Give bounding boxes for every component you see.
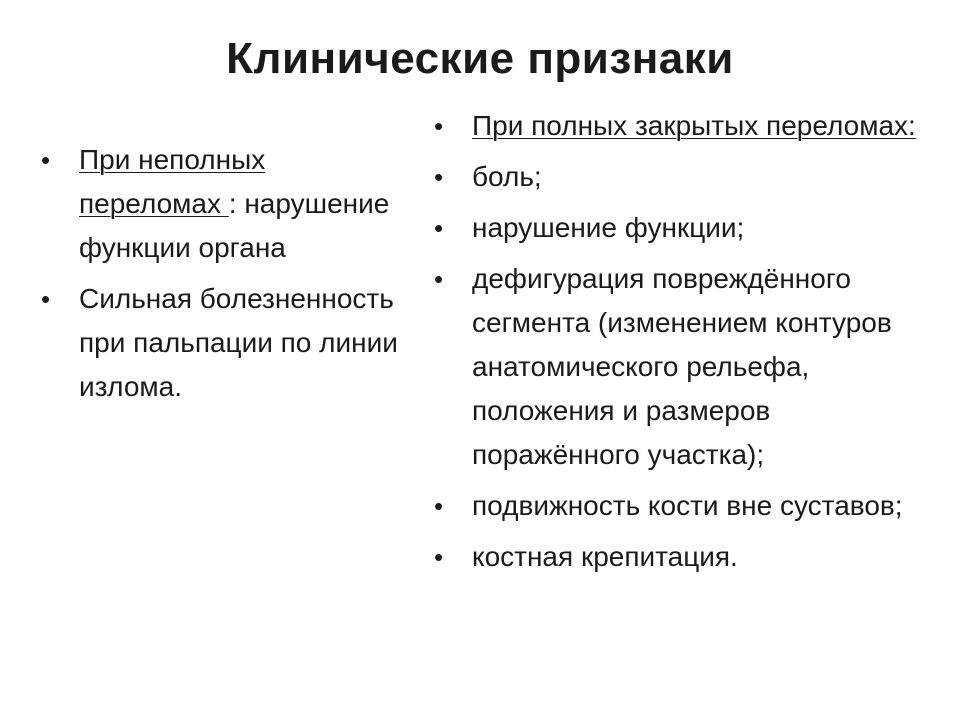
list-item — [41, 138, 401, 270]
right-bullet-list — [434, 104, 934, 586]
incomplete-fractures-text: : нарушение функции органа — [79, 188, 390, 263]
list-item — [434, 484, 934, 528]
list-item — [434, 155, 934, 199]
list-item — [434, 206, 934, 250]
complete-fractures-heading: При полных закрытых переломах: — [472, 110, 916, 141]
slide-title: Клинические признаки — [226, 34, 734, 83]
bullet-icon: • — [434, 491, 444, 521]
bullet-icon: • — [434, 213, 444, 243]
list-item-text: костная крепитация. — [472, 541, 738, 572]
list-item-text: дефигурация повреждённого сегмента (изменением контуров анатомического рельефа, положения и размеров поражённого участка); — [472, 263, 892, 470]
bullet-icon: • — [41, 145, 51, 175]
bullet-icon: • — [41, 284, 51, 314]
left-bullet-list — [41, 138, 401, 416]
bullet-icon: • — [434, 162, 444, 192]
bullet-icon: • — [434, 111, 444, 141]
bullet-icon: • — [434, 264, 444, 294]
list-item-text: нарушение функции; — [472, 212, 745, 243]
list-item — [41, 277, 401, 409]
list-item — [434, 535, 934, 579]
list-item-text: Сильная болезненность при пальпации по линии излома. — [79, 283, 398, 402]
list-item-text: боль; — [472, 161, 542, 192]
list-item-text: подвижность кости вне суставов; — [472, 490, 903, 521]
list-item — [434, 257, 934, 477]
incomplete-fractures-heading: При неполных переломах — [79, 144, 266, 219]
list-item — [434, 104, 934, 148]
bullet-icon: • — [434, 542, 444, 572]
